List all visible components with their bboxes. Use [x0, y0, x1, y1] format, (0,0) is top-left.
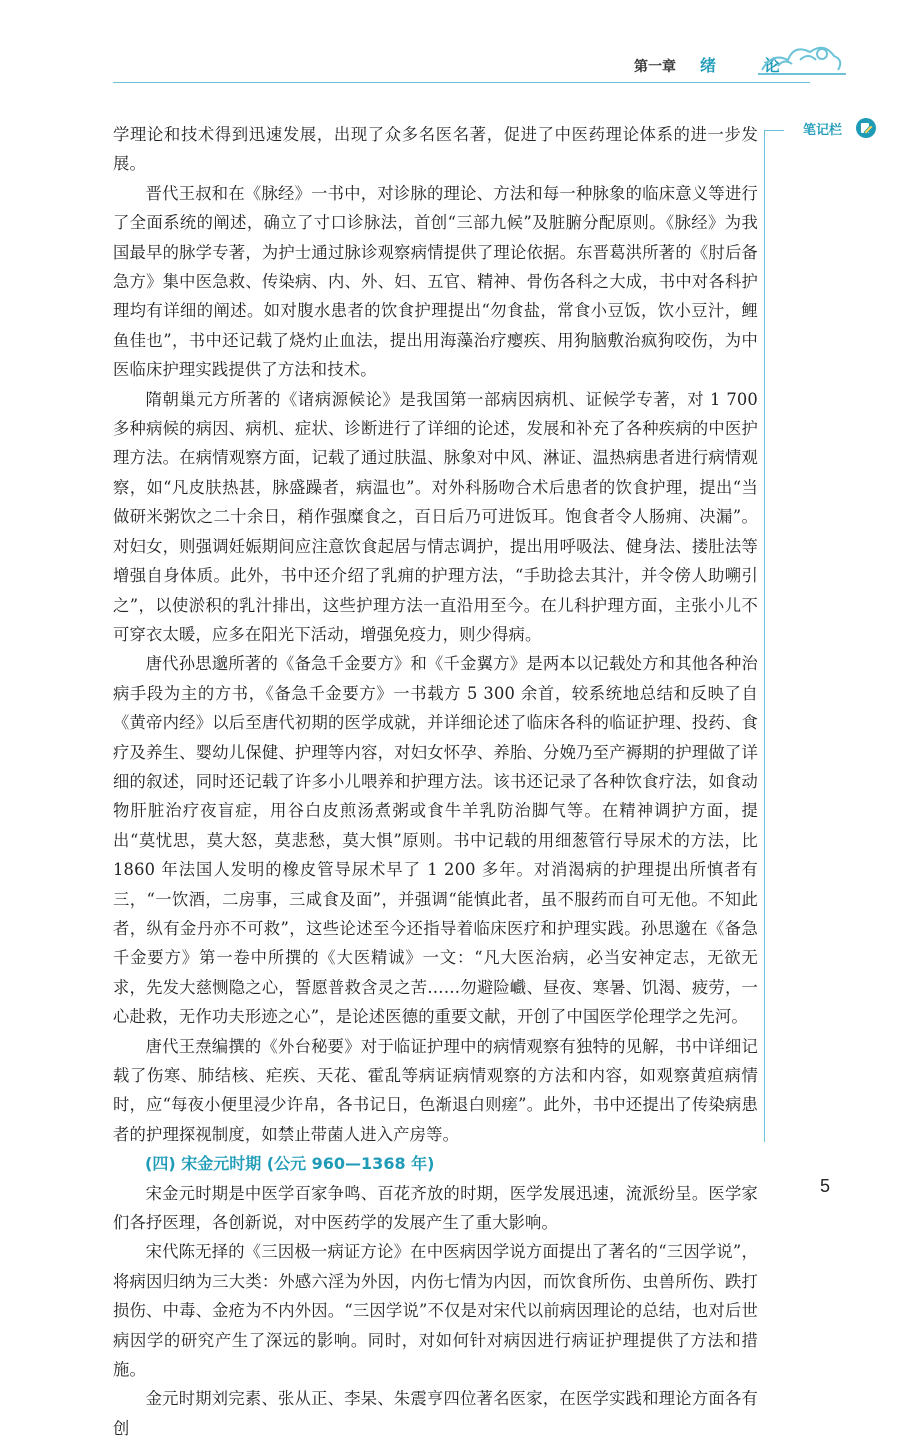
header-rule — [113, 82, 810, 83]
main-text — [113, 120, 758, 1443]
paragraph: 隋朝巢元方所著的《诸病源候论》是我国第一部病因病机、证候学专著，对 1 700 多种病候的病因、病机、症状、诊断进行了详细的论述，发展和补充了各种疾病的中医护理方法。在病情观察方面，记载了通过肤温、脉象对中风、淋证、温热病患者进行病情观察，如“凡皮肤热甚，脉盛躁者，病温也”。对外科肠吻合术后患者的饮食护理，提出“当做研米粥饮之二十余日，稍作强糜食之，百日后乃可进饭耳。饱食者令人肠痈、决漏”。对妇女，则强调妊娠期间应注意饮食起居与情志调护，提出用呼吸法、健身法、搂肚法等增强自身体质。此外，书中还介绍了乳痈的护理方法，“手助捻去其汁，并令傍人助嗍引之”，以使淤积的乳汁排出，这些护理方法一直沿用至今。在儿科护理方面，主张小儿不可穿衣太暖，应多在阳光下活动，增强免疫力，则少得病。 — [113, 389, 758, 644]
notes-column-tick — [764, 130, 784, 131]
paragraph: 学理论和技术得到迅速发展，出现了众多名医名著，促进了中医药理论体系的进一步发展。 — [113, 125, 758, 174]
page-header — [0, 0, 900, 100]
page-number: 5 — [820, 1176, 831, 1196]
paragraph: 唐代王焘编撰的《外台秘要》对于临证护理中的病情观察有独特的见解，书中详细记载了伤寒、肺结核、疟疾、天花、霍乱等病证病情观察的方法和内容，如观察黄疸病情时，应“每夜小便里浸少许帛，各书记日，色渐退白则瘥”。此外，书中还提出了传染病患者的护理探视制度，如禁止带菌人进入产房等。 — [113, 1036, 758, 1144]
paragraph: 晋代王叔和在《脉经》一书中，对诊脉的理论、方法和每一种脉象的临床意义等进行了全面系统的阐述，确立了寸口诊脉法，首创“三部九候”及脏腑分配原则。《脉经》为我国最早的脉学专著，为护士通过脉诊观察病情提供了理论依据。东晋葛洪所著的《肘后备急方》集中医急救、传染病、内、外、妇、五官、精神、骨伤各科之大成，书中对各科护理均有详细的阐述。如对腹水患者的饮食护理提出“勿食盐，常食小豆饭，饮小豆汁，鲤鱼佳也”，书中还记载了烧灼止血法，提出用海藻治疗瘿疾、用狗脑敷治疯狗咬伤，为中医临床护理实践提供了方法和技术。 — [113, 183, 758, 380]
paragraph: 宋代陈无择的《三因极一病证方论》在中医病因学说方面提出了著名的“三因学说”，将病因归纳为三大类：外感六淫为外因，内伤七情为内因，而饮食所伤、虫兽所伤、跌打损伤、中毒、金疮为不内外因。“三因学说”不仅是对宋代以前病因理论的总结，也对后世病因学的研究产生了深远的影响。同时，对如何针对病因进行病证护理提供了方法和措施。 — [113, 1242, 758, 1380]
pencil-note-icon — [855, 117, 877, 139]
paragraph: 宋金元时期是中医学百家争鸣、百花齐放的时期，医学发展迅速，流派纷呈。医学家们各抒医理，各创新说，对中医药学的发展产生了重大影响。 — [113, 1183, 758, 1233]
paragraph: 金元时期刘完素、张从正、李杲、朱震亨四位著名医家，在医学实践和理论方面各有创 — [113, 1389, 758, 1438]
notes-column-rule — [764, 130, 765, 1142]
chapter-number: 第一章 — [634, 59, 676, 75]
paragraph: 唐代孙思邈所著的《备急千金要方》和《千金翼方》是两本以记载处方和其他各种治病手段为主的方书，《备急千金要方》一书载方 5 300 余首，较系统地总结和反映了自《黄帝内经》以后至唐代初期的医学成就，并详细论述了临床各科的临证护理、投药、食疗及养生、婴幼儿保健、护理等内容，对妇女怀孕、养胎、分娩乃至产褥期的护理做了详细的叙述，同时还记载了许多小儿喂养和护理方法。该书还记录了各种饮食疗法，如食动物肝脏治疗夜盲症，用谷白皮煎汤煮粥或食牛羊乳防治脚气等。在精神调护方面，提出“莫忧思，莫大怒，莫悲愁，莫大惧”原则。书中记载的用细葱管行导尿术的方法，比 1860 年法国人发明的橡皮管导尿术早了 1 200 多年。对消渴病的护理提出所慎者有三，“一饮酒，二房事，三咸食及面”，并强调“能慎此者，虽不服药而自可无他。不知此者，纵有金丹亦不可救”，这些论述至今还指导着临床医疗和护理实践。孙思邈在《备急千金要方》第一卷中所撰的《大医精诚》一文：“凡大医治病，必当安神定志，无欲无求，先发大慈恻隐之心，誓愿普救含灵之苦……勿避险巇、昼夜、寒暑、饥渴、疲劳，一心赴救，无作功夫形迹之心”，是论述医德的重要文献，开创了中国医学伦理学之先河。 — [113, 654, 758, 1027]
notes-column-label: 笔记栏 — [803, 123, 843, 138]
section-heading: (四) 宋金元时期 (公元 960—1368 年) — [145, 1154, 435, 1174]
chapter-title: 绪 论 — [700, 56, 797, 75]
cloud-ornament-icon — [752, 30, 852, 80]
